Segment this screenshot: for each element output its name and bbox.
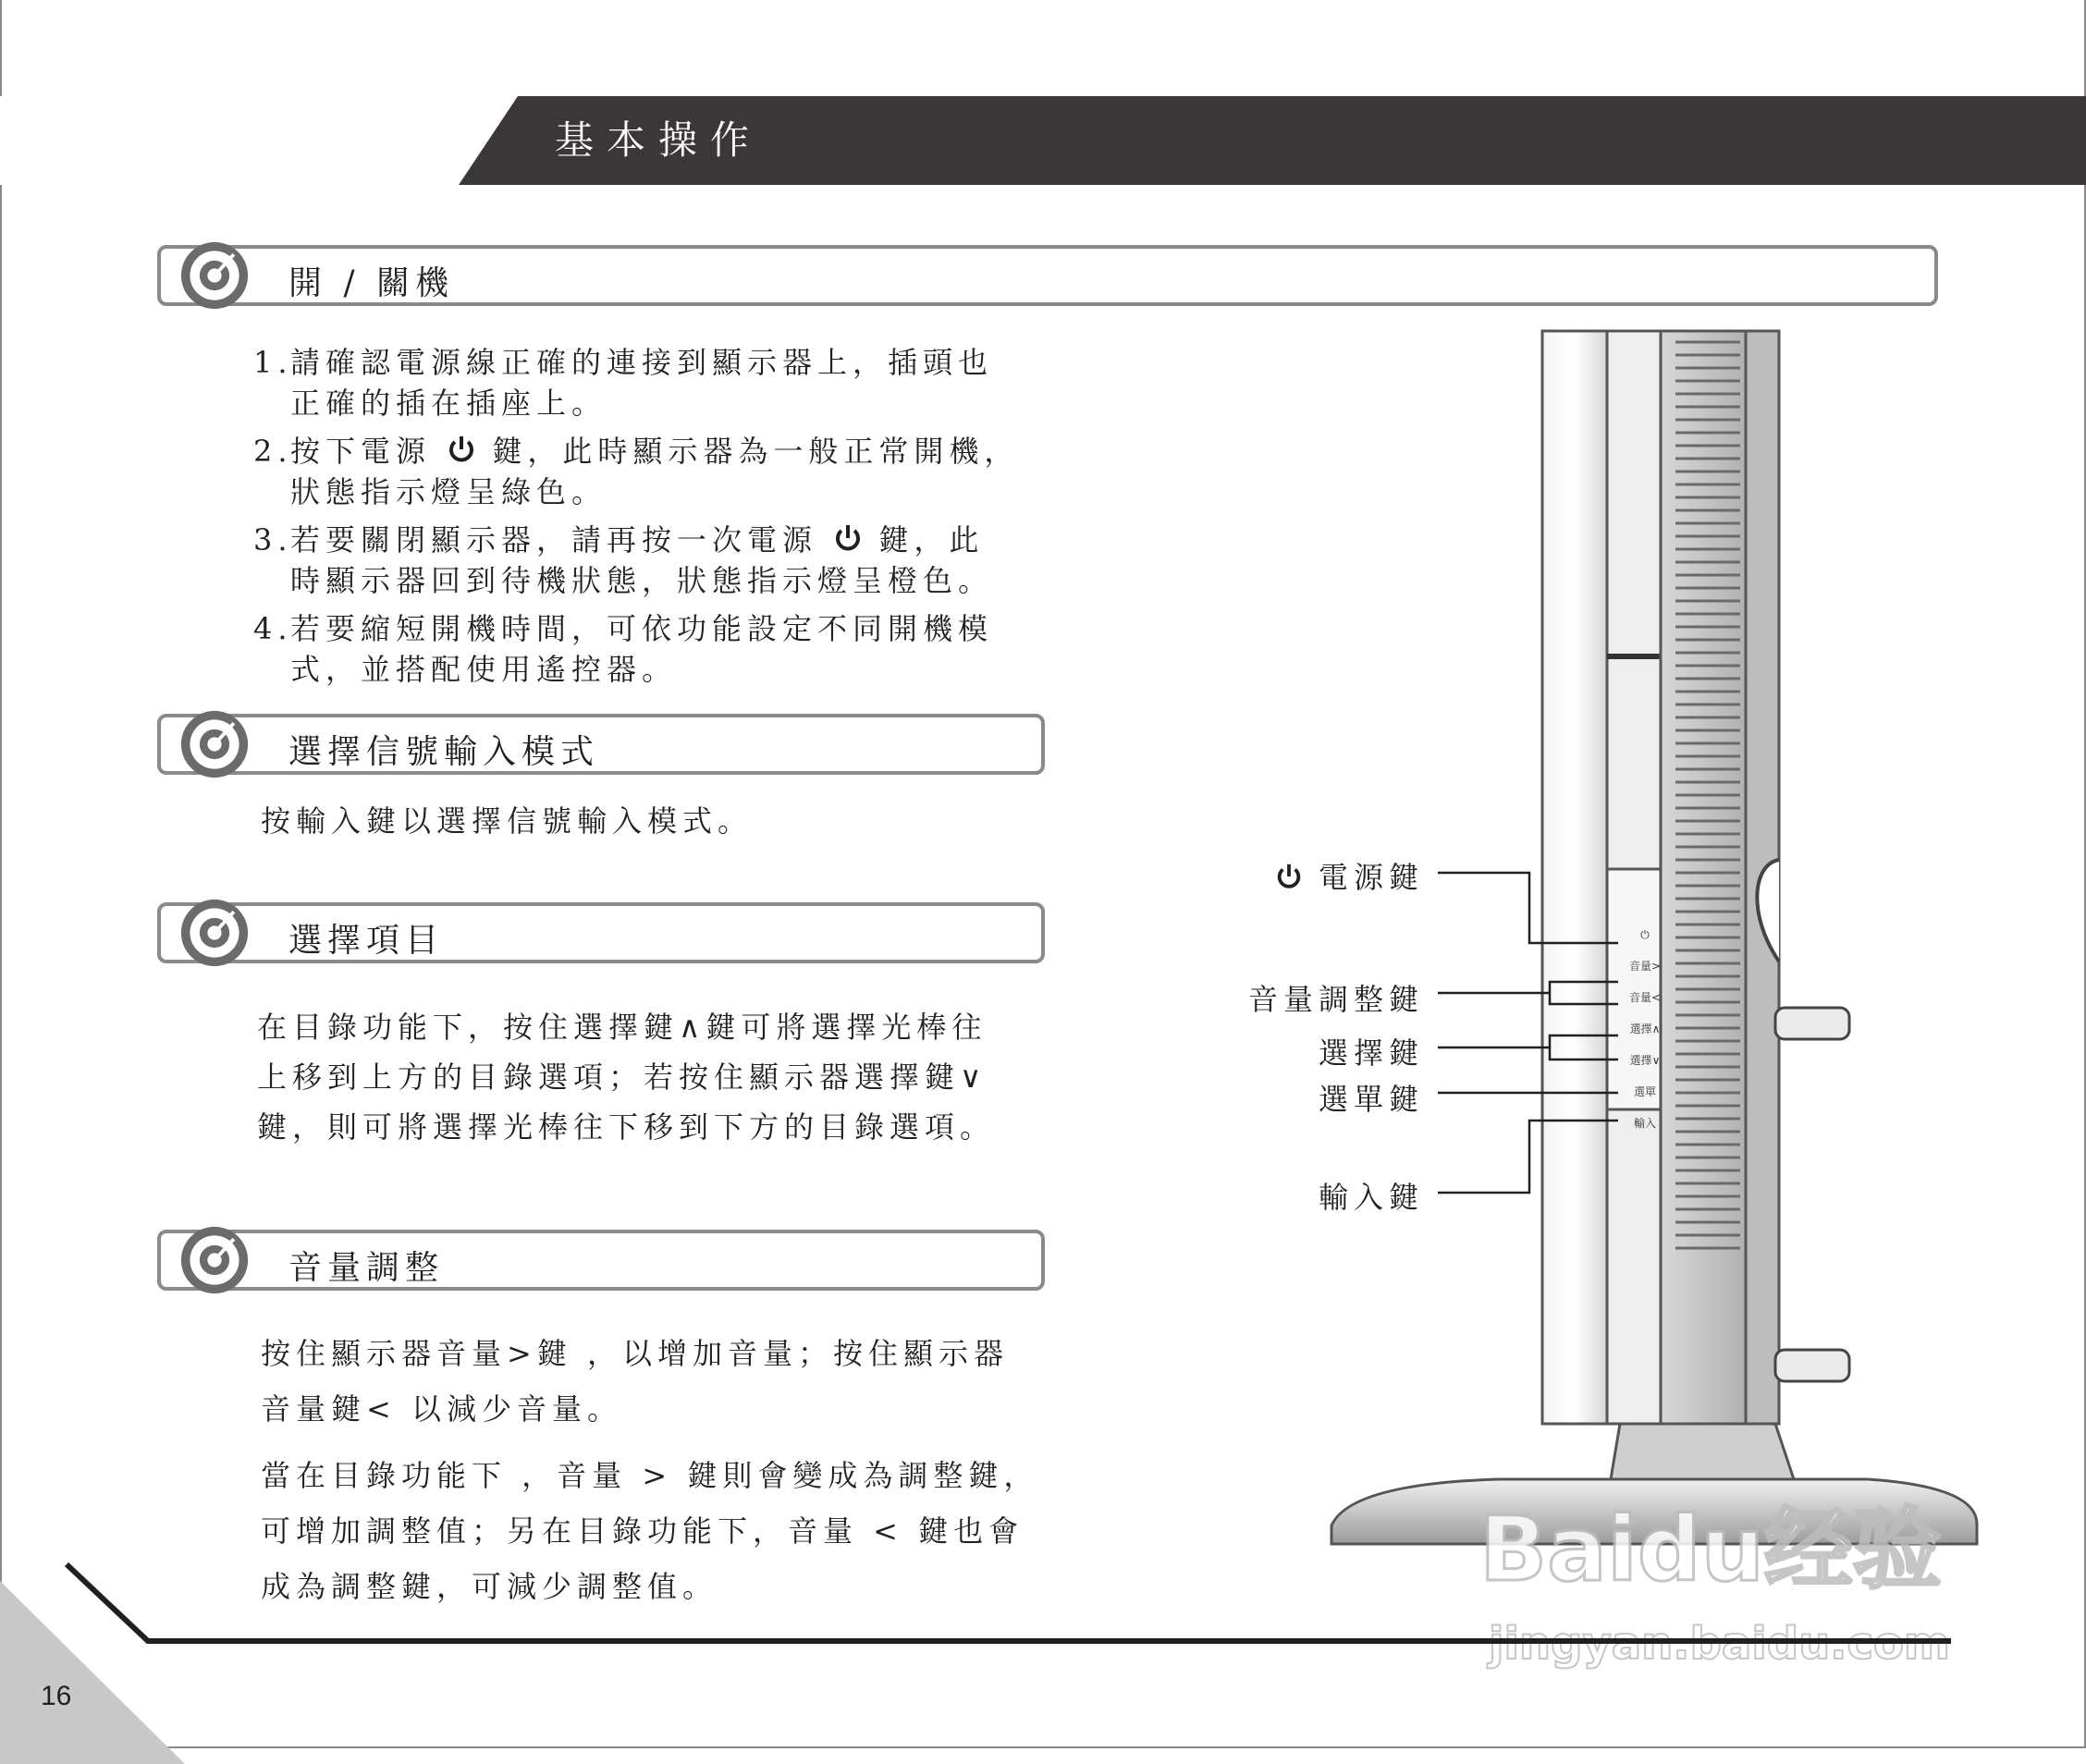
callout-power: 電源鍵 (1258, 854, 1424, 897)
page-number: 16 (41, 1681, 72, 1711)
panel-select-up-button[interactable]: 選擇∧ (1629, 1023, 1661, 1035)
power-symbol-icon (1274, 862, 1304, 891)
section-title-select: 選擇項目 (288, 922, 445, 960)
step-3: 3.若要關閉顯示器，請再按一次電源 鍵，此 時顯示器回到待機狀態，狀態指示燈呈橙色。 (253, 522, 994, 598)
step-1: 1.請確認電源線正確的連接到顯示器上，插頭也 正確的插在插座上。 (253, 345, 994, 421)
panel-menu-button[interactable]: 選單 (1633, 1085, 1656, 1098)
power-instructions (253, 342, 1067, 690)
page-corner (0, 1581, 185, 1764)
panel-select-down-button[interactable]: 選擇∨ (1629, 1054, 1661, 1067)
watermark-url: jingyan.baidu.com (1489, 1618, 1950, 1670)
page-title: 基本操作 (555, 117, 763, 163)
section-title-volume: 音量調整 (288, 1249, 445, 1287)
callout-leader-lines (1433, 851, 1664, 1202)
panel-volume-up-button[interactable]: 音量> (1628, 960, 1662, 973)
panel-power-button[interactable]: ⏻ (1640, 928, 1650, 941)
power-symbol-icon (832, 522, 864, 554)
input-instructions: 按輸入鍵以選擇信號輸入模式。 (261, 803, 754, 839)
target-icon (179, 709, 250, 779)
target-icon (179, 240, 250, 311)
callout-select: 選擇鍵 (1318, 1035, 1424, 1071)
header-notch (0, 96, 518, 185)
step-2: 2.按下電源 鍵，此時顯示器為一般正常開機， 狀態指示燈呈綠色。 (253, 434, 1020, 509)
callout-input: 輸入鍵 (1318, 1180, 1424, 1215)
select-instructions: 在目錄功能下，按住選擇鍵∧鍵可將選擇光棒往 上移到上方的目錄選項；若按住顯示器選擇鍵∨ 鍵，則可將選擇光棒往下移到下方的目錄選項。 (257, 1010, 996, 1145)
watermark-brand: Baidu经验 (1479, 1498, 1942, 1601)
section-title-input: 選擇信號輸入模式 (288, 733, 600, 771)
section-title-power: 開 / 關機 (288, 264, 455, 302)
target-icon (179, 1225, 250, 1295)
panel-volume-down-button[interactable]: 音量< (1628, 991, 1662, 1004)
step-4: 4.若要縮短開機時間，可依功能設定不同開機模 式，並搭配使用遙控器。 (253, 611, 994, 687)
bottom-rule (55, 1553, 1960, 1646)
target-icon (179, 898, 250, 968)
power-symbol-icon (446, 434, 477, 465)
callout-volume: 音量調整鍵 (1247, 982, 1424, 1017)
volume-instructions: 按住顯示器音量>鍵 ，以增加音量；按住顯示器 音量鍵< 以減少音量。 當在目錄功能下 ，音量 > 鍵則會變成為調整鍵， 可增加調整值；另在目錄功能下，音量 < 鍵也會 成為調整鍵，可減少調整值。 (261, 1336, 1039, 1604)
callout-menu: 選單鍵 (1318, 1082, 1424, 1117)
panel-input-button[interactable]: 輸入 (1633, 1117, 1656, 1130)
